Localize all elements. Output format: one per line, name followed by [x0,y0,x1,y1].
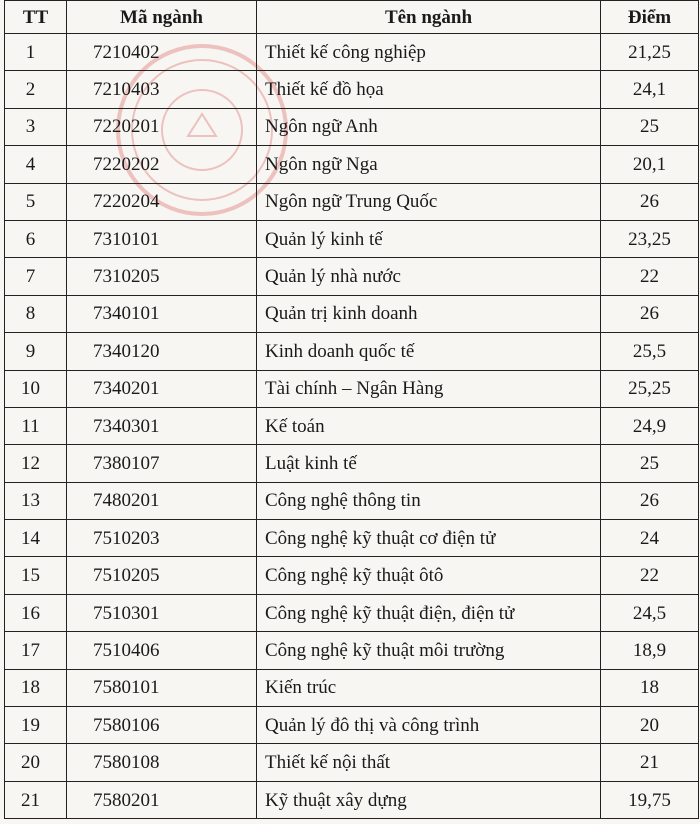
row-ten-nganh: Ngôn ngữ Trung Quốc [257,183,601,220]
row-ma-nganh: 7310205 [67,258,257,295]
row-ma-nganh: 7380107 [67,445,257,482]
table-row [5,744,699,781]
row-ten-nganh: Thiết kế đồ họa [257,71,601,108]
row-tt: 21 [5,781,67,818]
row-ten-nganh: Công nghệ kỹ thuật điện, điện tử [257,594,601,631]
row-diem: 25 [601,445,699,482]
table-row [5,632,699,669]
row-tt: 10 [5,370,67,407]
row-diem: 26 [601,482,699,519]
row-ten-nganh: Kiến trúc [257,669,601,706]
row-ma-nganh: 7510406 [67,632,257,669]
row-ten-nganh: Tài chính – Ngân Hàng [257,370,601,407]
table-row [5,71,699,108]
row-ten-nganh: Ngôn ngữ Nga [257,146,601,183]
row-ma-nganh: 7340301 [67,407,257,444]
row-ma-nganh: 7340201 [67,370,257,407]
table-row [5,557,699,594]
row-diem: 21,25 [601,34,699,71]
row-tt: 3 [5,108,67,145]
table-row [5,370,699,407]
row-ten-nganh: Kinh doanh quốc tế [257,333,601,370]
row-diem: 24,9 [601,407,699,444]
row-ma-nganh: 7340120 [67,333,257,370]
row-tt: 7 [5,258,67,295]
row-ma-nganh: 7210403 [67,71,257,108]
table-row [5,707,699,744]
table-row [5,594,699,631]
row-ten-nganh: Quản trị kinh doanh [257,295,601,332]
row-diem: 24,5 [601,594,699,631]
row-tt: 1 [5,34,67,71]
row-tt: 5 [5,183,67,220]
admission-scores-table [4,0,699,819]
row-diem: 25 [601,108,699,145]
table-row [5,781,699,818]
row-tt: 17 [5,632,67,669]
table-row [5,482,699,519]
row-tt: 2 [5,71,67,108]
row-ten-nganh: Quản lý nhà nước [257,258,601,295]
header-ten-nganh: Tên ngành [257,1,601,34]
table-row [5,445,699,482]
header-tt: TT [5,1,67,34]
row-ma-nganh: 7580201 [67,781,257,818]
row-diem: 24 [601,520,699,557]
row-tt: 13 [5,482,67,519]
row-ma-nganh: 7340101 [67,295,257,332]
row-ten-nganh: Công nghệ kỹ thuật cơ điện tử [257,520,601,557]
table-row [5,407,699,444]
row-diem: 22 [601,258,699,295]
row-ma-nganh: 7580101 [67,669,257,706]
row-diem: 25,25 [601,370,699,407]
row-diem: 19,75 [601,781,699,818]
row-tt: 20 [5,744,67,781]
row-tt: 11 [5,407,67,444]
table-row [5,220,699,257]
row-diem: 25,5 [601,333,699,370]
row-ma-nganh: 7310101 [67,220,257,257]
row-diem: 20,1 [601,146,699,183]
header-ma-nganh: Mã ngành [67,1,257,34]
table-row [5,520,699,557]
row-tt: 8 [5,295,67,332]
table-header-row [5,1,699,34]
row-ten-nganh: Thiết kế nội thất [257,744,601,781]
row-tt: 4 [5,146,67,183]
row-ma-nganh: 7220204 [67,183,257,220]
table-row [5,34,699,71]
row-diem: 26 [601,183,699,220]
header-diem: Điểm [601,1,699,34]
row-tt: 16 [5,594,67,631]
row-ma-nganh: 7220202 [67,146,257,183]
row-tt: 18 [5,669,67,706]
row-ten-nganh: Công nghệ thông tin [257,482,601,519]
row-ten-nganh: Công nghệ kỹ thuật môi trường [257,632,601,669]
row-tt: 9 [5,333,67,370]
row-tt: 15 [5,557,67,594]
table-row [5,333,699,370]
row-diem: 18 [601,669,699,706]
row-tt: 6 [5,220,67,257]
row-tt: 12 [5,445,67,482]
row-ten-nganh: Kỹ thuật xây dựng [257,781,601,818]
table-body [5,34,699,819]
table-row [5,108,699,145]
table-row [5,258,699,295]
row-ma-nganh: 7220201 [67,108,257,145]
row-ten-nganh: Công nghệ kỹ thuật ôtô [257,557,601,594]
row-tt: 19 [5,707,67,744]
row-diem: 20 [601,707,699,744]
table-row [5,146,699,183]
row-diem: 24,1 [601,71,699,108]
table-row [5,669,699,706]
row-ten-nganh: Quản lý đô thị và công trình [257,707,601,744]
table-row [5,183,699,220]
row-ma-nganh: 7510301 [67,594,257,631]
row-ma-nganh: 7580106 [67,707,257,744]
row-ma-nganh: 7510203 [67,520,257,557]
row-ma-nganh: 7480201 [67,482,257,519]
row-ten-nganh: Thiết kế công nghiệp [257,34,601,71]
row-ten-nganh: Quản lý kinh tế [257,220,601,257]
row-diem: 18,9 [601,632,699,669]
row-diem: 26 [601,295,699,332]
row-ma-nganh: 7580108 [67,744,257,781]
row-tt: 14 [5,520,67,557]
row-ten-nganh: Kế toán [257,407,601,444]
row-ten-nganh: Luật kinh tế [257,445,601,482]
row-diem: 22 [601,557,699,594]
row-diem: 23,25 [601,220,699,257]
table-row [5,295,699,332]
row-diem: 21 [601,744,699,781]
row-ten-nganh: Ngôn ngữ Anh [257,108,601,145]
row-ma-nganh: 7510205 [67,557,257,594]
row-ma-nganh: 7210402 [67,34,257,71]
